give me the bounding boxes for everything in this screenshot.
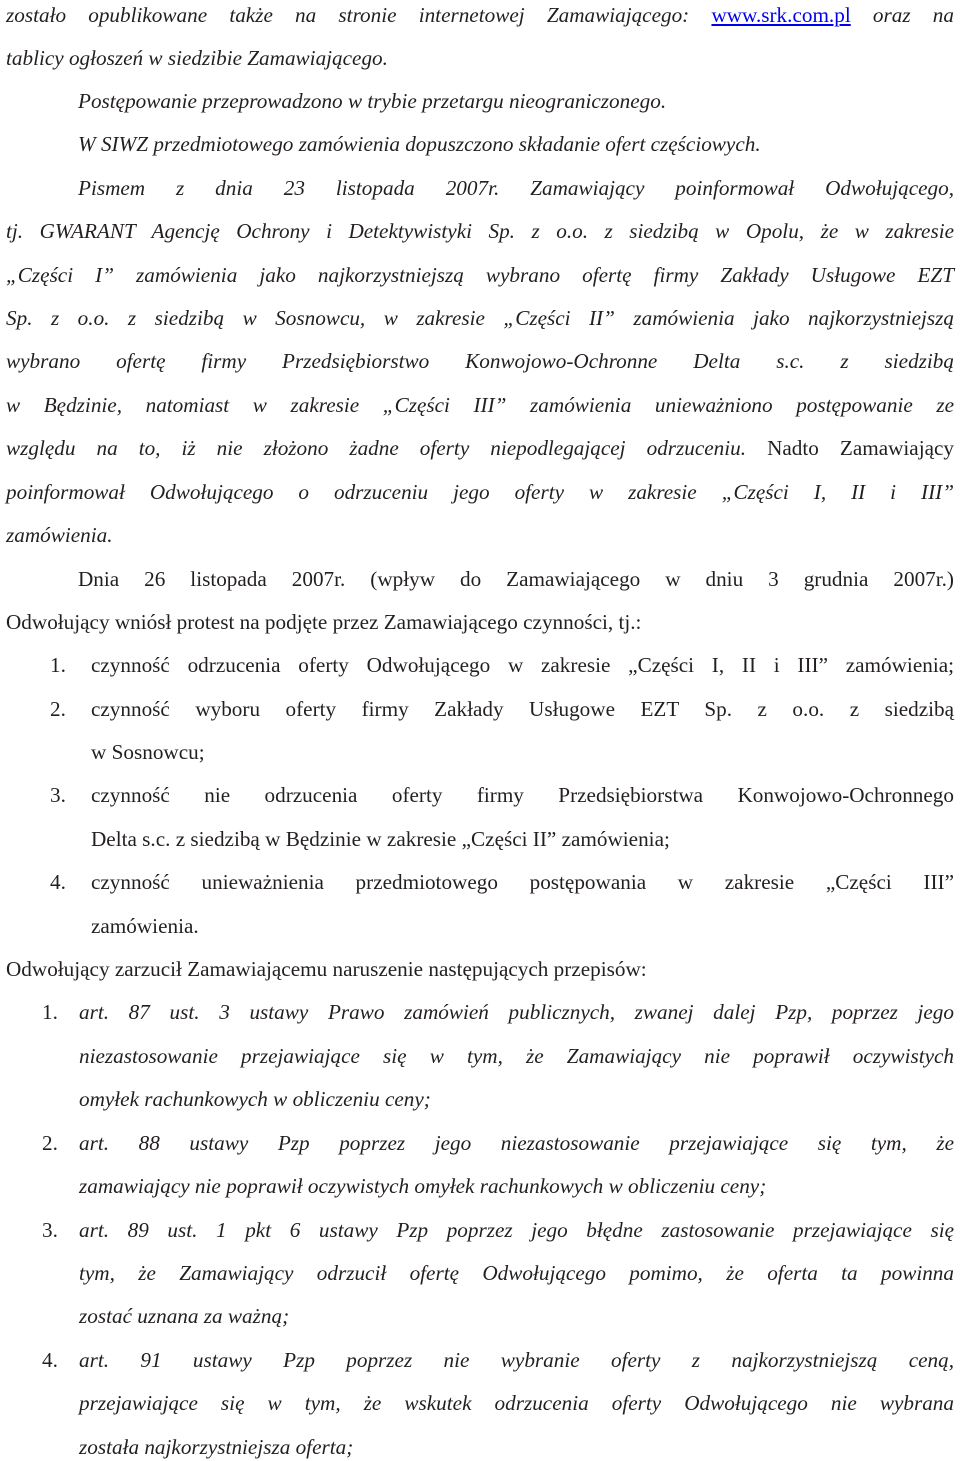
list-item-text: zamówienia.	[91, 914, 199, 938]
list-item-text: zostać uznana za ważną;	[79, 1304, 290, 1328]
text-segment: Pismem z dnia 23 listopada 2007r. Zamawiający poinformował Odwołującego,	[78, 176, 954, 200]
list-number: 1.	[50, 653, 66, 677]
list-item	[79, 1302, 954, 1330]
list-number: 2.	[42, 1131, 58, 1155]
list-item-text: omyłek rachunkowych w obliczeniu ceny;	[79, 1087, 431, 1111]
list-number: 4.	[50, 870, 66, 894]
text-line	[6, 304, 954, 332]
text-line	[6, 434, 954, 462]
list-item-text: czynność nie odrzucenia oferty firmy Przedsiębiorstwa Konwojowo-Ochronnego	[91, 783, 954, 807]
text-line	[6, 608, 954, 636]
list-item-text: niezastosowanie przejawiające się w tym, że Zamawiający nie poprawił oczywistych	[79, 1044, 954, 1068]
list-item	[91, 825, 954, 853]
text-line	[6, 347, 954, 375]
text-segment: względu na to, iż nie złożono żadne oferty niepodlegającej odrzuceniu.	[6, 436, 747, 460]
text-segment: Odwołujący wniósł protest na podjęte przez Zamawiającego czynności, tj.:	[6, 610, 642, 634]
list-item-text: w Sosnowcu;	[91, 740, 205, 764]
text-segment: w Będzinie, natomiast w zakresie „Części III” zamówienia unieważniono postępowanie ze	[6, 393, 954, 417]
list-item-text: przejawiające się w tym, że wskutek odrzucenia oferty Odwołującego nie wybrana	[79, 1391, 954, 1415]
list-item-text: zamawiający nie poprawił oczywistych omyłek rachunkowych w obliczeniu ceny;	[79, 1174, 767, 1198]
list-item	[91, 912, 954, 940]
text-line	[6, 521, 954, 549]
list-number: 1.	[42, 1000, 58, 1024]
list-item	[79, 1389, 954, 1417]
list-item-text: została najkorzystniejsza oferta;	[79, 1435, 354, 1459]
text-line	[6, 261, 954, 289]
text-segment: oraz na	[850, 3, 954, 27]
list-item	[79, 1172, 954, 1200]
list-item	[79, 1085, 954, 1113]
text-segment: Odwołujący zarzucił Zamawiającemu naruszenie następujących przepisów:	[6, 957, 647, 981]
list-item	[79, 1216, 954, 1244]
list-item	[79, 1433, 954, 1461]
list-item	[79, 1042, 954, 1070]
text-segment: zostało opublikowane także na stronie internetowej Zamawiającego:	[6, 3, 712, 27]
text-segment: zamówienia.	[6, 523, 113, 547]
list-item-text: Delta s.c. z siedzibą w Będzinie w zakresie „Części II” zamówienia;	[91, 827, 670, 851]
list-item-text: art. 87 ust. 3 ustawy Prawo zamówień publicznych, zwanej dalej Pzp, poprzez jego	[79, 1000, 954, 1024]
text-segment: poinformował Odwołującego o odrzuceniu jego oferty w zakresie „Części I, II i III”	[6, 480, 954, 504]
list-item-text: art. 89 ust. 1 pkt 6 ustawy Pzp poprzez jego błędne zastosowanie przejawiające się	[79, 1218, 954, 1242]
text-segment: „Części I” zamówienia jako najkorzystniejszą wybrano ofertę firmy Zakłady Usługowe EZT	[6, 263, 954, 287]
text-line	[6, 955, 954, 983]
list-item-text: art. 91 ustawy Pzp poprzez nie wybranie oferty z najkorzystniejszą ceną,	[79, 1348, 954, 1372]
text-line	[78, 565, 954, 593]
website-link[interactable]: www.srk.com.pl	[711, 3, 851, 27]
list-number: 3.	[42, 1218, 58, 1242]
text-segment: Dnia 26 listopada 2007r. (wpływ do Zamawiającego w dniu 3 grudnia 2007r.)	[78, 567, 954, 591]
text-segment: Sp. z o.o. z siedzibą w Sosnowcu, w zakresie „Części II” zamówienia jako najkorzystniejszą	[6, 306, 954, 330]
list-item-text: art. 88 ustawy Pzp poprzez jego niezastosowanie przejawiające się tym, że	[79, 1131, 954, 1155]
text-line	[6, 44, 954, 72]
list-item	[91, 781, 954, 809]
list-item	[79, 1346, 954, 1374]
list-item	[79, 1129, 954, 1157]
text-line	[78, 174, 954, 202]
list-item-text: czynność unieważnienia przedmiotowego postępowania w zakresie „Części III”	[91, 870, 954, 894]
text-line	[78, 130, 954, 158]
list-item	[91, 695, 954, 723]
text-segment: tablicy ogłoszeń w siedzibie Zamawiającego.	[6, 46, 388, 70]
list-item	[91, 651, 954, 679]
text-segment: Nadto Zamawiający	[746, 436, 954, 460]
list-item	[79, 998, 954, 1026]
text-line	[6, 217, 954, 245]
text-segment: Postępowanie przeprowadzono w trybie przetargu nieograniczonego.	[78, 89, 667, 113]
text-line	[6, 478, 954, 506]
text-line	[6, 391, 954, 419]
list-item-text: tym, że Zamawiający odrzucił ofertę Odwołującego pomimo, że oferta ta powinna	[79, 1261, 954, 1285]
text-line	[6, 1, 954, 29]
list-item-text: czynność odrzucenia oferty Odwołującego w zakresie „Części I, II i III” zamówienia;	[91, 653, 954, 677]
list-number: 3.	[50, 783, 66, 807]
list-item	[91, 868, 954, 896]
list-number: 4.	[42, 1348, 58, 1372]
list-number: 2.	[50, 697, 66, 721]
list-item	[79, 1259, 954, 1287]
list-item	[91, 738, 954, 766]
list-item-text: czynność wyboru oferty firmy Zakłady Usługowe EZT Sp. z o.o. z siedzibą	[91, 697, 954, 721]
text-segment: W SIWZ przedmiotowego zamówienia dopuszczono składanie ofert częściowych.	[78, 132, 761, 156]
text-segment: wybrano ofertę firmy Przedsiębiorstwo Konwojowo-Ochronne Delta s.c. z siedzibą	[6, 349, 954, 373]
text-line	[78, 87, 954, 115]
text-segment: tj. GWARANT Agencję Ochrony i Detektywistyki Sp. z o.o. z siedzibą w Opolu, że w zakresie	[6, 219, 954, 243]
